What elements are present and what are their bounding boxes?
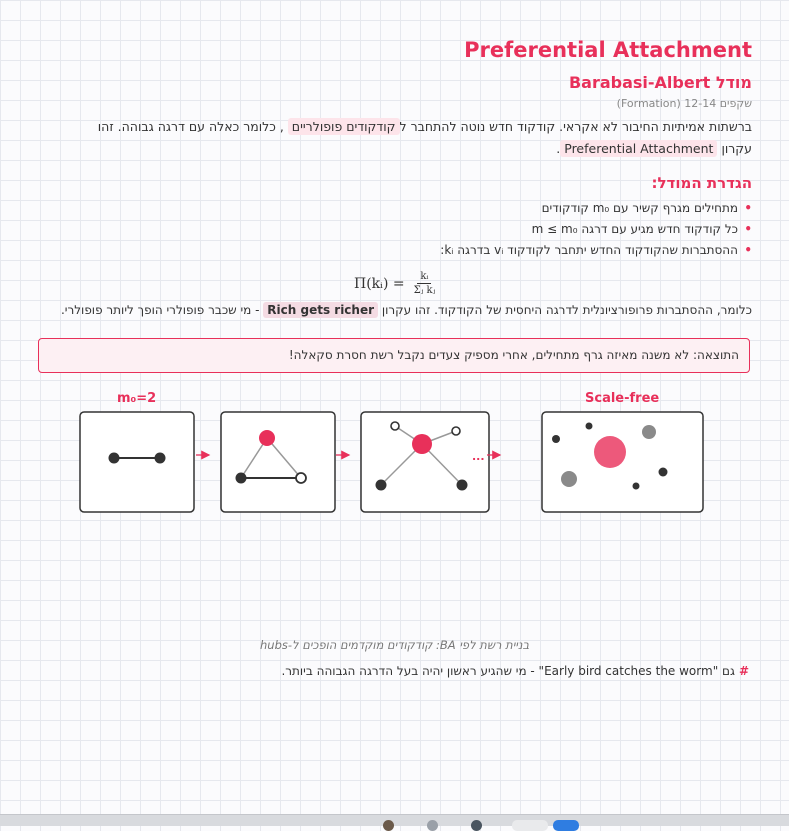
- stage-3-panel: [361, 412, 489, 512]
- quote-text: גם "Early bird catches the worm" - מי שהגיע ראשון יהיה בעל הדרגה הגבוהה ביותר.: [281, 664, 735, 678]
- result-callout-text: התוצאה: לא משנה מאיזה גרף מתחילים, אחרי מספיק צעדים נקבל רשת חסרת סקאלה!: [288, 348, 739, 362]
- gray-node: [561, 471, 577, 487]
- stage-1-panel: [80, 412, 194, 512]
- formula-fraction: [411, 271, 439, 296]
- explain-text-2: - מי שכבר פופולרי הופך ליותר פופולרי.: [60, 303, 260, 317]
- probability-formula: [354, 271, 438, 296]
- diagram-caption: בניית רשת לפי BA: קודקודים מוקדמים הופכים ל-hubs: [260, 638, 530, 652]
- graph-node: [236, 473, 247, 484]
- graph-node: [552, 435, 560, 443]
- taskbar-icon[interactable]: [471, 820, 482, 831]
- new-node: [391, 422, 399, 430]
- gray-node: [642, 425, 656, 439]
- formula-denominator: Σⱼ kⱼ: [413, 285, 436, 296]
- graph-node: [586, 423, 593, 430]
- hub-node: [594, 436, 626, 468]
- graph-node: [457, 480, 468, 491]
- explain-text-1: כלומר, ההסתברות פרופורציונלית לדרגה היחסית של הקודקוד. זהו עקרון: [381, 303, 752, 317]
- formula-numerator: kᵢ: [417, 271, 431, 284]
- hash-icon: #: [738, 664, 749, 678]
- intro-highlight-popular: קודקודים פופולריים: [288, 118, 400, 135]
- rich-gets-richer-highlight: Rich gets richer: [263, 302, 378, 318]
- section-heading: הגדרת המודל:: [651, 174, 752, 192]
- ba-growth-diagram: [0, 400, 789, 520]
- page-subtitle: מודל Barabasi-Albert: [568, 73, 752, 92]
- list-item: • ההסתברות שהקודקוד החדש יתחבר לקודקוד vᵢ בדרגה kᵢ:: [440, 240, 752, 261]
- intro-text-1: ברשתות אמיתיות החיבור לא אקראי. קודקוד חדש נוטה להתחבר ל: [399, 119, 752, 134]
- definition-list: [440, 198, 752, 261]
- intro-text-2: , כלומר כאלה עם דרגה גבוהה. זהו עקרון: [97, 119, 752, 156]
- quote-line: [281, 664, 749, 678]
- new-node: [452, 427, 460, 435]
- hub-node: [259, 430, 275, 446]
- graph-node: [659, 468, 668, 477]
- scale-free-panel: [542, 412, 703, 512]
- stage-2-panel: [221, 412, 335, 512]
- formula-lhs: Π(kᵢ) =: [354, 275, 405, 292]
- page-title: Preferential Attachment: [464, 38, 752, 62]
- list-item: • כל קודקוד חדש מגיע עם דרגה m ≤ m₀: [440, 219, 752, 240]
- graph-node: [109, 453, 120, 464]
- taskbar-icon[interactable]: [427, 820, 438, 831]
- list-item: • מתחילים מגרף קשיר עם m₀ קודקודים: [440, 198, 752, 219]
- graph-node: [376, 480, 387, 491]
- intro-text-3: .: [556, 141, 561, 156]
- ellipsis: ...: [472, 450, 485, 463]
- result-callout: [38, 338, 750, 373]
- taskbar: [0, 814, 789, 826]
- intro-paragraph: [78, 116, 752, 160]
- taskbar-icon[interactable]: [512, 820, 548, 831]
- diagram-label-start: m₀=2: [117, 391, 157, 406]
- new-node: [296, 473, 306, 483]
- explanation-paragraph: [61, 303, 752, 317]
- hub-node: [412, 434, 432, 454]
- slides-reference: שקפים 12-14 (Formation): [616, 97, 752, 110]
- graph-node: [155, 453, 166, 464]
- graph-node: [633, 483, 640, 490]
- taskbar-icon[interactable]: [553, 820, 579, 831]
- diagram-label-end: Scale-free: [585, 391, 660, 406]
- taskbar-icon[interactable]: [383, 820, 394, 831]
- intro-highlight-pa: Preferential Attachment: [560, 140, 717, 157]
